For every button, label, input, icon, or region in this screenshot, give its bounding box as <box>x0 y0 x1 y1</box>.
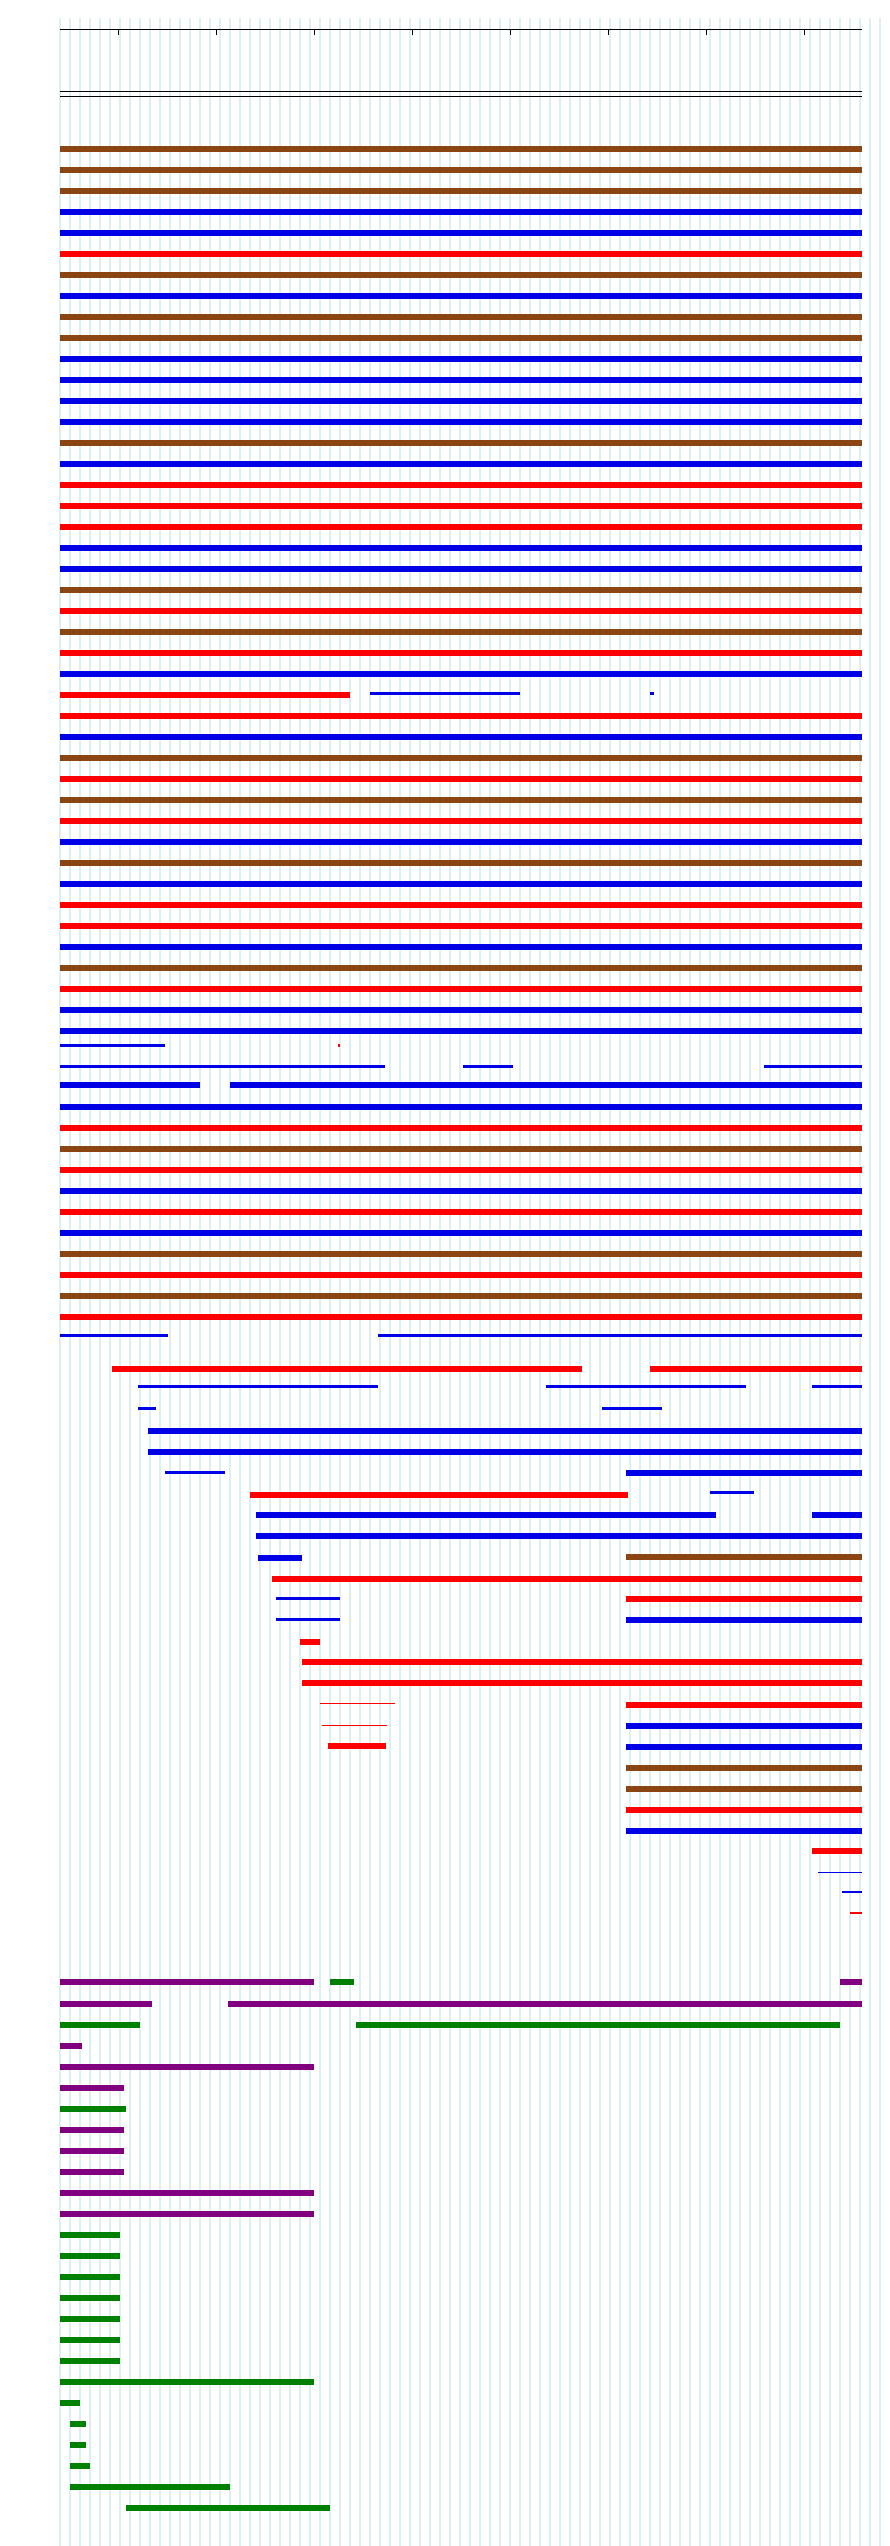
variant-bar[interactable] <box>60 629 862 635</box>
variant-bar[interactable] <box>320 1703 395 1704</box>
variant-bar[interactable] <box>764 1065 862 1068</box>
variant-bar[interactable] <box>60 923 862 929</box>
variant-bar[interactable] <box>60 293 862 299</box>
variant-bar[interactable] <box>256 1533 862 1539</box>
ruler-tick <box>804 29 805 35</box>
variant-bar[interactable] <box>60 818 862 824</box>
variant-bar[interactable] <box>60 671 862 677</box>
variant-bar[interactable] <box>322 1725 387 1726</box>
variant-bar[interactable] <box>60 1082 200 1088</box>
variant-bar[interactable] <box>138 1385 378 1388</box>
cytoband-band-bottom <box>60 96 862 97</box>
variant-bar[interactable] <box>546 1385 746 1388</box>
segdup-bar[interactable] <box>330 1979 354 1985</box>
segdup-bar[interactable] <box>60 2232 120 2238</box>
variant-bar[interactable] <box>256 1512 716 1518</box>
variant-bar[interactable] <box>60 419 862 425</box>
variant-bar[interactable] <box>60 1314 862 1320</box>
ruler-tick <box>706 29 707 35</box>
variant-bar[interactable] <box>60 1044 165 1047</box>
variant-bar[interactable] <box>60 608 862 614</box>
variant-bar[interactable] <box>626 1596 862 1602</box>
ruler-tick <box>118 29 119 35</box>
variant-bar[interactable] <box>60 1188 862 1194</box>
variant-bar[interactable] <box>258 1555 302 1561</box>
variant-bar[interactable] <box>148 1449 862 1455</box>
variant-bar[interactable] <box>812 1512 862 1518</box>
segdup-bar[interactable] <box>60 2106 126 2112</box>
segdup-bar[interactable] <box>60 2295 120 2301</box>
variant-bar[interactable] <box>60 797 862 803</box>
variant-bar[interactable] <box>710 1491 754 1494</box>
segdup-bar[interactable] <box>60 2148 124 2154</box>
variant-bar[interactable] <box>602 1407 662 1410</box>
variant-bar[interactable] <box>626 1744 862 1750</box>
segdup-bar[interactable] <box>60 1979 314 1985</box>
segdup-bar[interactable] <box>60 2274 120 2280</box>
variant-bar[interactable] <box>60 272 862 278</box>
segdup-bar[interactable] <box>60 2190 314 2196</box>
variant-bar[interactable] <box>60 1251 862 1257</box>
variant-bar[interactable] <box>60 251 862 257</box>
variant-bar[interactable] <box>60 146 862 152</box>
variant-bar[interactable] <box>60 1209 862 1215</box>
variant-bar[interactable] <box>60 209 862 215</box>
variant-bar[interactable] <box>60 902 862 908</box>
variant-bar[interactable] <box>60 482 862 488</box>
variant-bar[interactable] <box>60 776 862 782</box>
segdup-bar[interactable] <box>60 2043 82 2049</box>
variant-bar[interactable] <box>60 566 862 572</box>
segdup-bar[interactable] <box>60 2400 80 2406</box>
segdup-bar[interactable] <box>60 2358 120 2364</box>
variant-bar[interactable] <box>60 398 862 404</box>
variant-bar[interactable] <box>60 167 862 173</box>
variant-bar[interactable] <box>626 1617 862 1623</box>
ruler-tick <box>412 29 413 35</box>
variant-bar[interactable] <box>650 692 654 695</box>
variant-bar[interactable] <box>378 1334 862 1337</box>
segdup-bar[interactable] <box>60 2022 140 2028</box>
segdup-bar[interactable] <box>60 2211 314 2217</box>
segdup-bar[interactable] <box>60 2337 120 2343</box>
variant-bar[interactable] <box>60 755 862 761</box>
ruler-tick <box>216 29 217 35</box>
variant-bar[interactable] <box>60 377 862 383</box>
variant-bar[interactable] <box>60 1334 168 1337</box>
variant-bar[interactable] <box>60 734 862 740</box>
segdup-bar[interactable] <box>60 2001 152 2007</box>
segdup-bar[interactable] <box>126 2505 330 2511</box>
variant-bar[interactable] <box>60 1146 862 1152</box>
variant-bar[interactable] <box>60 335 862 341</box>
segdup-bar[interactable] <box>840 1979 862 1985</box>
cytoband-band <box>60 91 862 92</box>
variant-bar[interactable] <box>60 1104 862 1110</box>
variant-bar[interactable] <box>60 356 862 362</box>
variant-bar[interactable] <box>60 692 350 698</box>
variant-bar[interactable] <box>60 1065 385 1068</box>
variant-bar[interactable] <box>60 1028 862 1034</box>
variant-bar[interactable] <box>650 1366 862 1372</box>
variant-bar[interactable] <box>165 1471 225 1474</box>
variant-bar[interactable] <box>60 1125 862 1131</box>
variant-bar[interactable] <box>302 1680 862 1686</box>
variant-bar[interactable] <box>60 188 862 194</box>
segdup-bar[interactable] <box>70 2442 86 2448</box>
variant-bar[interactable] <box>60 1272 862 1278</box>
ruler-tick <box>608 29 609 35</box>
segdup-bar[interactable] <box>70 2463 90 2469</box>
variant-bar[interactable] <box>626 1702 862 1708</box>
variant-bar[interactable] <box>626 1807 862 1813</box>
variant-bar[interactable] <box>230 1082 862 1088</box>
segdup-bar[interactable] <box>60 2127 124 2133</box>
segdup-bar[interactable] <box>60 2253 120 2259</box>
variant-bar[interactable] <box>370 692 520 695</box>
variant-bar[interactable] <box>338 1044 340 1047</box>
segdup-bar[interactable] <box>60 2064 314 2070</box>
variant-bar[interactable] <box>276 1618 340 1621</box>
variant-bar[interactable] <box>812 1385 862 1388</box>
variant-bar[interactable] <box>60 524 862 530</box>
variant-bar[interactable] <box>60 839 862 845</box>
variant-bar[interactable] <box>60 965 862 971</box>
segdup-bar[interactable] <box>70 2421 86 2427</box>
segdup-bar[interactable] <box>60 2316 120 2322</box>
variant-bar[interactable] <box>250 1492 628 1498</box>
variant-bar[interactable] <box>272 1576 862 1582</box>
variant-bar[interactable] <box>302 1659 862 1665</box>
variant-bar[interactable] <box>60 1230 862 1236</box>
variant-bar[interactable] <box>328 1743 386 1749</box>
ruler-tick <box>510 29 511 35</box>
variant-bar[interactable] <box>60 440 862 446</box>
segdup-bar[interactable] <box>60 2169 124 2175</box>
variant-bar[interactable] <box>138 1407 156 1410</box>
variant-bar[interactable] <box>148 1428 862 1434</box>
variant-bar[interactable] <box>626 1470 862 1476</box>
variant-bar[interactable] <box>60 650 862 656</box>
variant-bar[interactable] <box>60 314 862 320</box>
ruler-tick <box>314 29 315 35</box>
variant-bar[interactable] <box>60 503 862 509</box>
segdup-bar[interactable] <box>356 2022 840 2028</box>
variant-bar[interactable] <box>60 1167 862 1173</box>
variant-bar[interactable] <box>300 1639 320 1645</box>
variant-bar[interactable] <box>818 1872 862 1873</box>
segdup-bar[interactable] <box>60 2085 124 2091</box>
variant-bar[interactable] <box>60 986 862 992</box>
variant-bar[interactable] <box>463 1065 513 1068</box>
variant-bar[interactable] <box>850 1912 862 1914</box>
variant-bar[interactable] <box>60 944 862 950</box>
variant-bar[interactable] <box>812 1848 862 1854</box>
variant-bar[interactable] <box>60 881 862 887</box>
variant-bar[interactable] <box>60 461 862 467</box>
variant-bar[interactable] <box>626 1765 862 1771</box>
variant-bar[interactable] <box>112 1366 582 1372</box>
variant-bar[interactable] <box>626 1828 862 1834</box>
variant-bar[interactable] <box>626 1786 862 1792</box>
variant-bar[interactable] <box>60 587 862 593</box>
variant-bar[interactable] <box>60 230 862 236</box>
variant-bar[interactable] <box>60 545 862 551</box>
variant-bar[interactable] <box>60 1293 862 1299</box>
segdup-bar[interactable] <box>70 2484 230 2490</box>
variant-bar[interactable] <box>626 1723 862 1729</box>
segdup-bar[interactable] <box>228 2001 862 2007</box>
variant-bar[interactable] <box>626 1554 862 1560</box>
variant-bar[interactable] <box>60 1007 862 1013</box>
segdup-bar[interactable] <box>60 2379 314 2385</box>
variant-bar[interactable] <box>60 860 862 866</box>
variant-bar[interactable] <box>842 1891 862 1893</box>
ruler-axis <box>60 29 862 30</box>
variant-bar[interactable] <box>276 1597 340 1600</box>
variant-bar[interactable] <box>60 713 862 719</box>
